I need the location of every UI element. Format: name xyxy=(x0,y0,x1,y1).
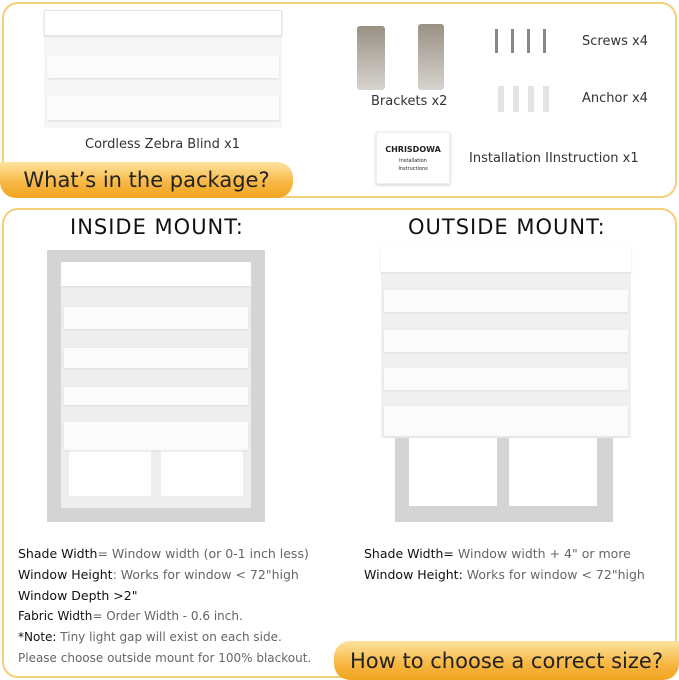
spec-line: Window Height: Works for window < 72"high xyxy=(18,567,299,582)
outside-specs xyxy=(364,543,645,585)
booklet-line: Installation xyxy=(399,158,427,164)
inside-mount-heading: INSIDE MOUNT: xyxy=(70,215,244,239)
size-title-badge: How to choose a correct size? xyxy=(334,641,679,680)
outside-mount-diagram xyxy=(381,248,631,522)
booklet-line: Instructions xyxy=(398,166,428,172)
spec-line: Window Height: Works for window < 72"high xyxy=(364,567,645,582)
screws-icon xyxy=(495,29,555,53)
item-screws: Screws x4 xyxy=(582,34,648,49)
zebra-blind-image xyxy=(44,10,282,128)
spec-line: Please choose outside mount for 100% blackout. xyxy=(18,651,312,665)
booklet-brand: CHRISDOWA xyxy=(385,145,441,154)
spec-line: Shade Width= Window width + 4" or more xyxy=(364,546,631,561)
anchors-icon xyxy=(498,86,554,112)
outside-mount-heading: OUTSIDE MOUNT: xyxy=(408,215,606,239)
inside-mount-diagram xyxy=(47,250,265,522)
item-anchors: Anchor x4 xyxy=(582,91,648,106)
package-title-badge: What’s in the package? xyxy=(0,162,293,198)
item-blind: Cordless Zebra Blind x1 xyxy=(85,137,241,152)
inside-specs xyxy=(18,543,311,669)
spec-line: Shade Width= Window width (or 0-1 inch less) xyxy=(18,546,309,561)
item-instruction: Installation IInstruction x1 xyxy=(469,151,639,166)
bracket-icon xyxy=(357,26,385,90)
instruction-booklet xyxy=(376,132,450,184)
spec-line: Window Depth >2" xyxy=(18,588,138,603)
spec-line: Fabric Width= Order Width - 0.6 inch. xyxy=(18,609,243,623)
spec-line: *Note: Tiny light gap will exist on each side. xyxy=(18,630,282,644)
bracket-icon xyxy=(418,24,444,90)
item-brackets: Brackets x2 xyxy=(371,94,448,109)
